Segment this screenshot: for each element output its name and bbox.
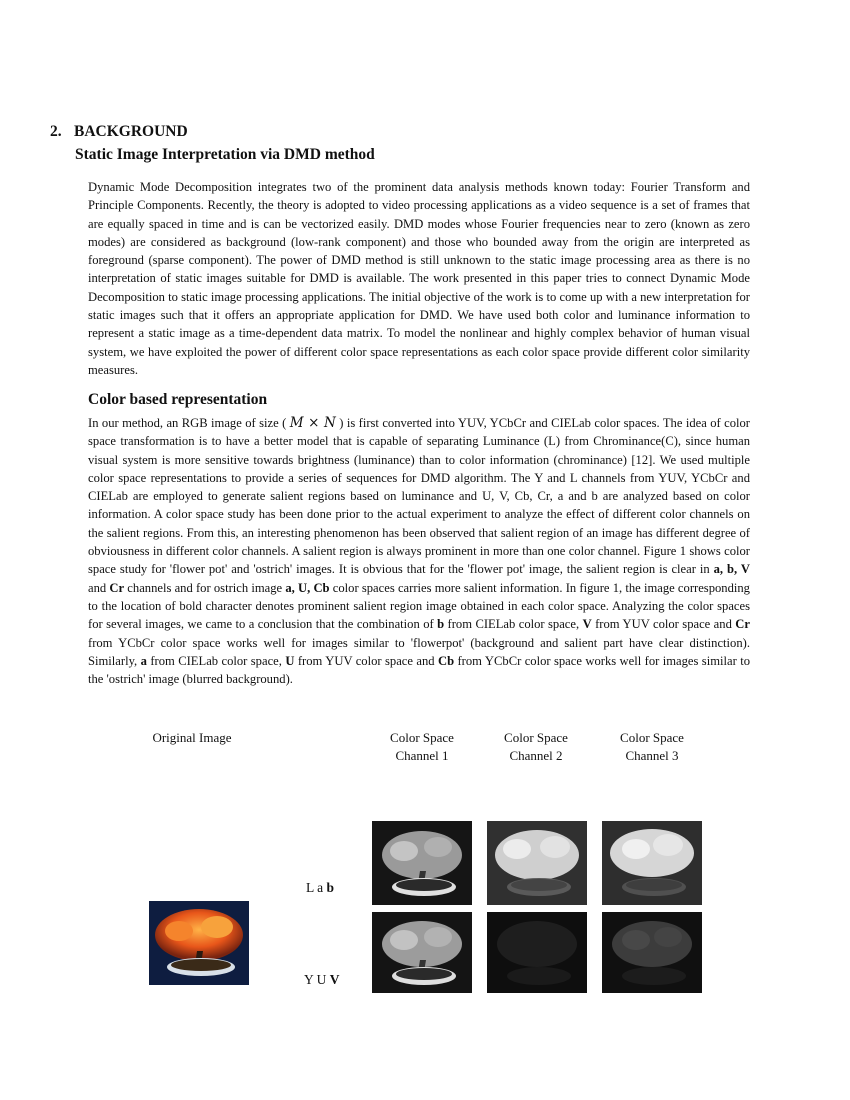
subsection-title: Color based representation	[88, 391, 268, 408]
label-line: Color Space	[390, 730, 454, 745]
bold-run: Cb	[437, 653, 455, 668]
paragraph-color-representation	[88, 414, 750, 688]
figure-label-channel2	[486, 729, 586, 765]
original-bonsai-image	[149, 901, 249, 985]
bold-run: a, U, Cb	[285, 580, 330, 595]
yuv-channel2-image	[487, 912, 587, 993]
bold-run: V	[582, 617, 592, 632]
label-run: Y U	[304, 972, 330, 987]
lab-channel1-image	[372, 821, 472, 905]
text-run: In our method, an RGB image of size (	[88, 416, 290, 430]
bold-run: U	[285, 653, 295, 668]
text-run: from CIELab color space,	[444, 617, 583, 632]
text-run: ) is first converted into YUV, YCbCr and CIELab color spaces. The idea of color space transformation is to have a better model that is capable of separating Luminance (L) from Chrominance(C), since human visual system is more sensitive towards brightness (luminance) than to color information (chrominance) [12]. We used multiple color space representations to provide a series of sequences for DMD algorithm. The Y and L channels from YUV, YCbCr and CIELab are employed to generate salient regions based on luminance and U, V, Cb, Cr, a and b are analyzed based on color information. A color space study has been done prior to the actual experiment to analyze the effect of different color channels on the salient regions. From this, an interesting phenomenon has been observed that salient region of an image has different degree of obviousness in different color channels. A salient region is always prominent in more than one color channel. Figure 1 shows color space study for 'flower pot' and 'ostrich' images. It is obvious that for the 'flower pot' image, the salient region is clear in	[88, 416, 750, 577]
math-size: M × N	[289, 415, 336, 431]
text-run: from YUV color space and	[591, 617, 736, 632]
section-heading	[50, 123, 188, 141]
bold-run: a	[140, 653, 147, 668]
figure-label-original: Original Image	[152, 730, 232, 745]
label-line: Channel 2	[509, 748, 563, 763]
text-run: from YCbCr color space works well for images similar to 'flowerpot' (background and salient part have clear distinction). Similarly,	[88, 635, 750, 668]
text-run: from YCbCr color space works well for images similar to the 'ostrich' image (blurred background).	[88, 653, 750, 687]
bold-run: Cr	[109, 580, 125, 595]
lab-channel2-image	[487, 821, 587, 905]
text-run: from YUV color space and	[294, 653, 438, 668]
bold-run: Cr	[735, 617, 750, 632]
yuv-channel3-image	[602, 912, 702, 993]
figure-label-channel3	[602, 729, 702, 765]
text-run: and	[88, 580, 110, 595]
section-subtitle: Static Image Interpretation via DMD method	[75, 146, 375, 163]
label-bold: b	[326, 880, 335, 895]
label-line: Color Space	[620, 730, 684, 745]
figure-label-channel1	[372, 729, 472, 765]
section-number: 2.	[50, 123, 62, 140]
row-label-lab	[306, 880, 334, 896]
bold-run: b	[437, 617, 445, 632]
paragraph-dmd-intro: Dynamic Mode Decomposition integrates two of the prominent data analysis methods known today: Fourier Transform and Principle Components. Recently, the theory is adopted to video processing applications as a video sequence is a set of frames that are equally spaced in time and is can be vectorized easily. DMD modes whose Fourier frequencies near to zero (known as zero modes) are considered as background (low-rank component) and those who bounded away from the origin are interpreted as foreground (sparse component). The power of DMD method is still unknown to the static image processing area as there is no interpretation of static images suitable for DMD is available. The work presented in this paper tries to connect Dynamic Mode Decomposition to static image processing applications. The initial objective of the work is to come up with a new interpretation for static images such that it offers an appropriate application for DMD. We have used both color and luminance information to represent a static image as a time-dependent data matrix. To model the nonlinear and highly complex behavior of human visual system, we have exploited the power of different color space representations as each color space provide different color similarity measures.	[88, 180, 750, 377]
section-title: BACKGROUND	[74, 123, 188, 140]
label-line: Channel 1	[395, 748, 449, 763]
text-run: from CIELab color space,	[146, 653, 286, 668]
bold-run: a, b, V	[713, 562, 750, 577]
lab-channel3-image	[602, 821, 702, 905]
label-run: L a	[306, 880, 327, 895]
label-line: Color Space	[504, 730, 568, 745]
row-label-yuv	[304, 972, 340, 988]
yuv-channel1-image	[372, 912, 472, 993]
text-run: channels and for ostrich image	[124, 580, 286, 595]
label-line: Channel 3	[625, 748, 679, 763]
text-run: color spaces carries more salient information. In figure 1, the image corresponding to the location of bold character denotes prominent salient region image obtained in each color space. Analyzing the color spaces for several images, we came to a conclusion that the combination of	[88, 580, 750, 632]
label-bold: V	[329, 972, 340, 987]
